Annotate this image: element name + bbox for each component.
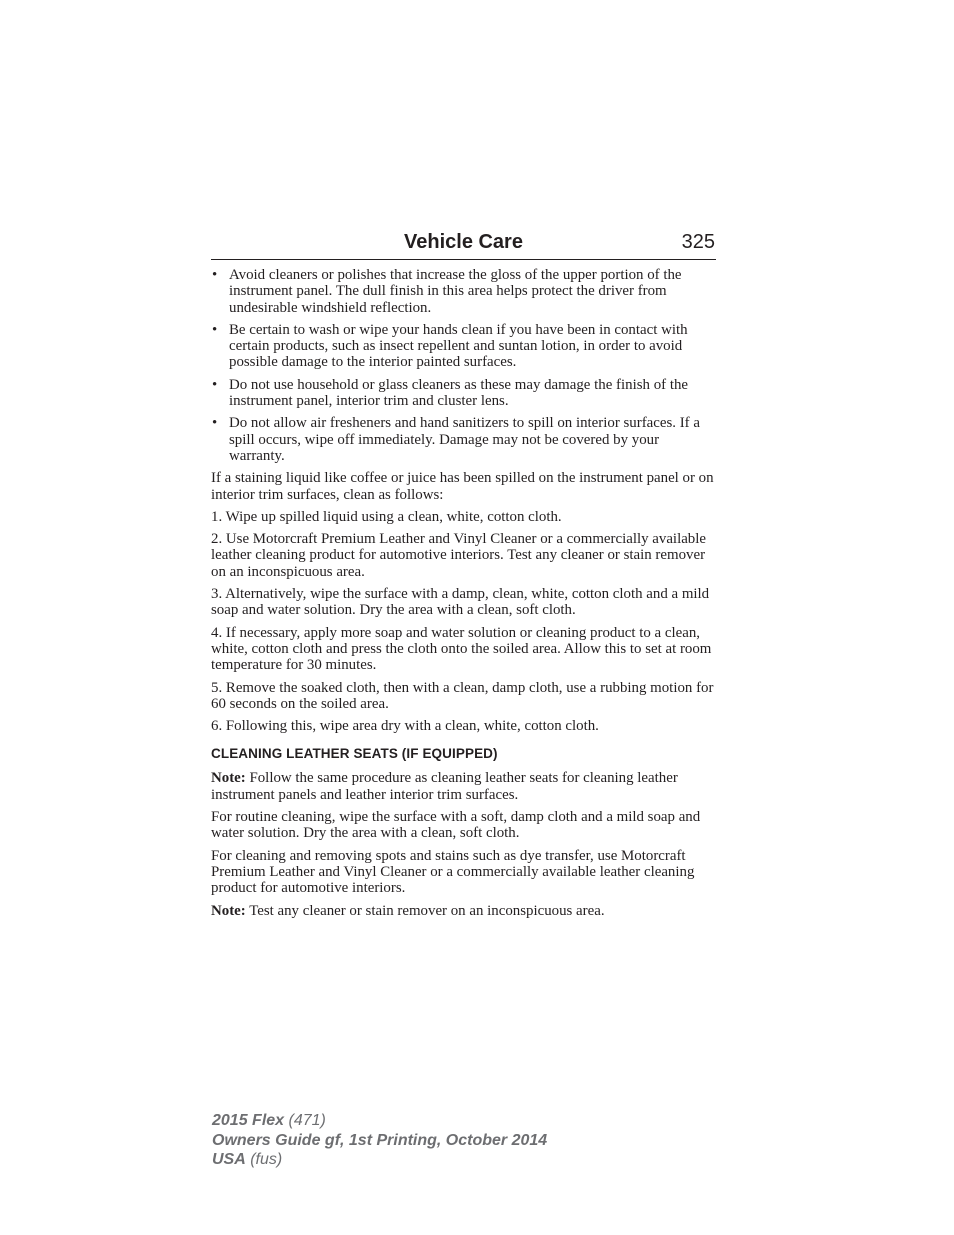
footer-region-code: (fus)	[245, 1151, 283, 1168]
bullet-icon: •	[212, 267, 218, 283]
stain-removal-paragraph: For cleaning and removing spots and stains such as dye transfer, use Motorcraft Premium Leather and Vinyl Cleaner or a commercially available leather cleaning product for automotive interiors.	[211, 847, 695, 897]
note-text: Follow the same procedure as cleaning leather seats for cleaning leather instrument panels and leather interior trim surfaces.	[211, 770, 678, 803]
list-item-text: Do not use household or glass cleaners as these may damage the finish of the instrument panel, interior trim and cluster lens.	[229, 376, 689, 410]
bullet-icon: •	[212, 321, 218, 338]
note-text: Test any cleaner or stain remover on an inconspicuous area.	[245, 902, 605, 919]
routine-cleaning-paragraph: For routine cleaning, wipe the surface with a soft, damp cloth and a mild soap and water solution. Dry the area with a clean, soft cloth.	[211, 809, 701, 842]
note-paragraph	[211, 770, 717, 803]
step-5: 5. Remove the soaked cloth, then with a clean, damp cloth, use a rubbing motion for 60 seconds on the soiled area.	[211, 679, 714, 712]
footer-guide-line: Owners Guide gf, 1st Printing, October 2014	[212, 1131, 548, 1149]
footer-region: USA	[212, 1151, 246, 1168]
list-item-text: Do not allow air fresheners and hand sanitizers to spill on interior surfaces. If a spill occurs, wipe off immediately. Damage may not be covered by your warranty.	[229, 415, 700, 464]
intro-paragraph: If a staining liquid like coffee or juice has been spilled on the instrument panel or on interior trim surfaces, clean as follows:	[211, 470, 714, 503]
list-item-text: Avoid cleaners or polishes that increase the gloss of the upper portion of the instrument panel. The dull finish in this area helps protect the driver from undesirable windshield reflection.	[229, 267, 682, 316]
list-item-text: Be certain to wash or wipe your hands clean if you have been in contact with certain products, such as insect repellent and suntan lotion, in order to avoid possible damage to the interior painted surfaces.	[229, 321, 688, 371]
step-4: 4. If necessary, apply more soap and water solution or cleaning product to a clean, white, cotton cloth and press the cloth onto the soiled area. Allow this to set at room temperature for 30 minutes.	[211, 624, 712, 674]
bullet-icon: •	[212, 415, 218, 432]
step-3: 3. Alternatively, wipe the surface with a damp, clean, white, cotton cloth and a mild soap and water solution. Dry the area with a clean, soft cloth.	[211, 586, 710, 619]
bullet-icon: •	[212, 376, 218, 393]
page-header	[211, 229, 716, 260]
footer-region-line	[212, 1150, 547, 1170]
list-item	[211, 377, 717, 410]
note-label: Note:	[211, 902, 246, 919]
step-2: 2. Use Motorcraft Premium Leather and Vinyl Cleaner or a commercially available leather cleaning product for automotive interiors. Test any cleaner or stain remover on an inconspicuous area.	[211, 531, 707, 580]
list-item	[211, 267, 717, 316]
note-label: Note:	[211, 770, 246, 787]
list-item	[211, 322, 717, 371]
section-heading: CLEANING LEATHER SEATS (IF EQUIPPED)	[211, 746, 498, 762]
step-1: 1. Wipe up spilled liquid using a clean, white, cotton cloth.	[211, 508, 562, 525]
step-6: 6. Following this, wipe area dry with a clean, white, cotton cloth.	[211, 718, 599, 735]
page-content	[211, 267, 717, 925]
page-number: 325	[681, 231, 715, 253]
note-paragraph	[211, 903, 717, 919]
footer-model: 2015 Flex	[212, 1112, 285, 1129]
precaution-list	[211, 267, 717, 464]
page-footer	[212, 1111, 547, 1170]
footer-model-line	[212, 1111, 547, 1131]
list-item	[211, 415, 717, 464]
page-title: Vehicle Care	[404, 231, 523, 253]
footer-model-code: (471)	[284, 1112, 326, 1129]
